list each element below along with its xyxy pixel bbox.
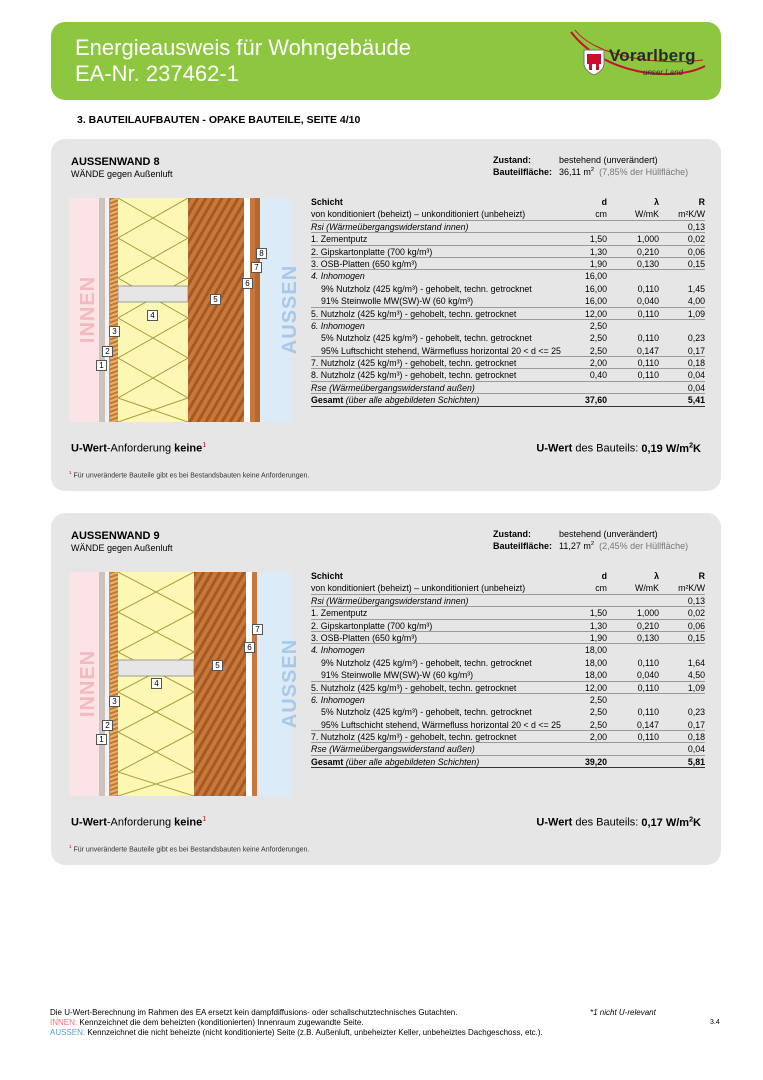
table-row: Rsi (Wärmeübergangswiderstand innen) 0,13 — [311, 221, 705, 232]
table-row: 5% Nutzholz (425 kg/m³) - gehobelt, techn. getrocknet 2,50 0,110 0,23 — [321, 333, 705, 344]
table-row: 5. Nutzholz (425 kg/m³) - gehobelt, techn. getrocknet 12,00 0,110 1,09 — [311, 308, 705, 319]
innen-label: INNEN — [77, 649, 100, 718]
table-header: Schicht d λ R — [311, 571, 705, 581]
logo-brand: Vorarlberg — [609, 46, 696, 65]
zustand-line: Zustand: bestehend (unverändert) — [493, 155, 658, 165]
layer-osb — [110, 572, 118, 796]
footer-note: *1 nicht U-relevant — [590, 1008, 656, 1017]
page-footer: Die U-Wert-Berechnung im Rahmen des EA ersetzt kein dampfdiffusions- oder schallschutztechnisches Gutachten. INNEN: Kennzeichnet die dem beheizten (konditionierten) Innenraum zugewandte Seite. AUSSEN: Kennzeichnet die nicht beheizte (nicht konditionierte) Seite (z.B. Außenluft, unbeheizter Keller, unbeheiztes Dachgeschoss, etc.). — [50, 1008, 543, 1037]
table-row: 9% Nutzholz (425 kg/m³) - gehobelt, techn. getrocknet 16,00 0,110 1,45 — [321, 283, 705, 294]
layer-marker: 4 — [147, 310, 158, 321]
zustand-line: Zustand: bestehend (unverändert) — [493, 529, 658, 539]
table-row: 9% Nutzholz (425 kg/m³) - gehobelt, techn. getrocknet 18,00 0,110 1,64 — [321, 657, 705, 668]
layer-table — [311, 196, 705, 407]
table-row: Rsi (Wärmeübergangswiderstand innen) 0,13 — [311, 595, 705, 606]
layer-marker: 6 — [244, 642, 255, 653]
table-row: Rse (Wärmeübergangswiderstand außen) 0,04 — [311, 744, 705, 755]
component-subtitle: WÄNDE gegen Außenluft — [71, 543, 173, 553]
table-row: 7. Nutzholz (425 kg/m³) - gehobelt, techn. getrocknet 2,00 0,110 0,18 — [311, 358, 705, 369]
table-total-row: Gesamt (über alle abgebildeten Schichten) 39,20 5,81 — [311, 756, 705, 767]
layer-marker: 6 — [242, 278, 253, 289]
flaeche-line: Bauteilfläche: 36,11 $m^2$ (7,85% der Hüllfläche) — [493, 167, 689, 177]
table-row: 4. Inhomogen 18,00 — [311, 645, 607, 656]
table-row: Rse (Wärmeübergangswiderstand außen) 0,04 — [311, 382, 705, 393]
innen-label: INNEN — [77, 275, 100, 344]
component-name: AUSSENWAND 8 — [71, 156, 160, 168]
layer-marker: 2 — [102, 720, 113, 731]
table-row: 91% Steinwolle MW(SW)-W (60 kg/m³) 16,00 0,040 4,00 — [311, 295, 705, 307]
table-row: 2. Gipskartonplatte (700 kg/m³) 1,30 0,210 0,06 — [311, 620, 705, 631]
table-subheader: von konditioniert (beheizt) – unkonditioniert (unbeheizt) cm W/mK m²K/W — [311, 583, 705, 594]
component-subtitle: WÄNDE gegen Außenluft — [71, 169, 173, 179]
table-row: 7. Nutzholz (425 kg/m³) - gehobelt, techn. getrocknet 2,00 0,110 0,18 — [311, 732, 705, 743]
layer-timber — [188, 198, 244, 422]
table-row: 3. OSB-Platten (650 kg/m³) 1,90 0,130 0,15 — [311, 258, 705, 269]
table-row: 95% Luftschicht stehend, Wärmefluss horizontal 20 < d <= 25 2,50 0,147 0,17 — [311, 719, 705, 731]
layer-timber — [194, 572, 246, 796]
table-header: Schicht d λ R — [311, 197, 705, 207]
crest-icon — [583, 48, 605, 76]
table-row: 8. Nutzholz (425 kg/m³) - gehobelt, techn. getrocknet 0,40 0,110 0,04 — [311, 370, 705, 381]
component-name: AUSSENWAND 9 — [71, 530, 160, 542]
u-requirement: U-Wert-Anforderung keine$^1$ — [71, 815, 207, 829]
wall-cross-section — [69, 198, 302, 422]
table-body — [311, 221, 705, 394]
layer-marker: 8 — [256, 248, 267, 259]
table-row: 5. Nutzholz (425 kg/m³) - gehobelt, techn. getrocknet 12,00 0,110 1,09 — [311, 682, 705, 693]
table-row: 1. Zementputz 1,50 1,000 0,02 — [311, 234, 705, 245]
layer-marker: 1 — [96, 734, 107, 745]
table-total-row: Gesamt (über alle abgebildeten Schichten) 37,60 5,41 — [311, 395, 705, 406]
table-row: 2. Gipskartonplatte (700 kg/m³) 1,30 0,210 0,06 — [311, 246, 705, 257]
layer-osb — [110, 198, 118, 422]
component-panel — [51, 139, 721, 491]
table-row: 95% Luftschicht stehend, Wärmefluss horizontal 20 < d <= 25 2,50 0,147 0,17 — [311, 345, 705, 357]
table-row: 5% Nutzholz (425 kg/m³) - gehobelt, techn. getrocknet 2,50 0,110 0,23 — [321, 707, 705, 718]
aussen-label: AUSSEN — [279, 264, 302, 355]
footnote: $^1$ Für unveränderte Bauteile gibt es bei Bestandsbauten keine Anforderungen. — [69, 470, 310, 480]
u-value: U-Wert des Bauteils: 0,19 $W/m^2K$ — [536, 441, 701, 455]
table-row: 1. Zementputz 1,50 1,000 0,02 — [311, 608, 705, 619]
table-row: 4. Inhomogen 16,00 — [311, 271, 607, 282]
wall-cross-section — [69, 572, 302, 796]
layer-marker: 7 — [251, 262, 262, 273]
layer-marker: 1 — [96, 360, 107, 371]
page-number: 3.4 — [710, 1019, 720, 1026]
aussen-label: AUSSEN — [279, 638, 302, 729]
layer-marker: 3 — [109, 696, 120, 707]
layer-marker: 2 — [102, 346, 113, 357]
footnote: $^1$ Für unveränderte Bauteile gibt es bei Bestandsbauten keine Anforderungen. — [69, 844, 310, 854]
layer-marker: 4 — [151, 678, 162, 689]
table-row: 91% Steinwolle MW(SW)-W (60 kg/m³) 18,00 0,040 4,50 — [311, 669, 705, 681]
header-banner — [51, 22, 721, 100]
layer-marker: 7 — [252, 624, 263, 635]
u-requirement: U-Wert-Anforderung keine$^1$ — [71, 441, 207, 455]
layer-marker: 5 — [212, 660, 223, 671]
layer-marker: 5 — [210, 294, 221, 305]
document-title: Energieausweis für Wohngebäude EA-Nr. 237462-1 — [75, 35, 411, 86]
table-body — [311, 595, 705, 756]
table-row: 3. OSB-Platten (650 kg/m³) 1,90 0,130 0,15 — [311, 632, 705, 643]
table-subheader: von konditioniert (beheizt) – unkonditioniert (unbeheizt) cm W/mK m²K/W — [311, 209, 705, 220]
component-panel — [51, 513, 721, 865]
layer-table — [311, 570, 705, 768]
section-title: 3. BAUTEILAUFBAUTEN - OPAKE BAUTEILE, SEITE 4/10 — [77, 114, 361, 126]
u-value: U-Wert des Bauteils: 0,17 $W/m^2K$ — [536, 815, 701, 829]
flaeche-line: Bauteilfläche: 11,27 $m^2$ (2,45% der Hüllfläche) — [493, 541, 689, 551]
vorarlberg-logo — [565, 26, 711, 96]
logo-tagline: unser Land — [643, 68, 684, 77]
layer-marker: 3 — [109, 326, 120, 337]
table-row: 6. Inhomogen 2,50 — [311, 694, 607, 705]
table-row: 6. Inhomogen 2,50 — [311, 320, 607, 331]
